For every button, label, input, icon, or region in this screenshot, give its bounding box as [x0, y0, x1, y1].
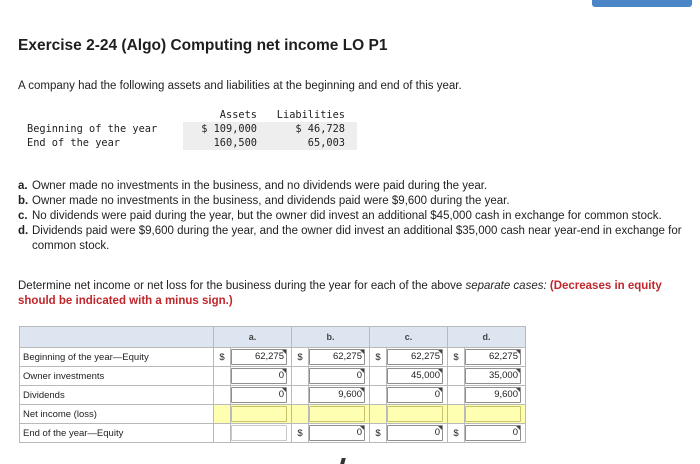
dollar-sign — [214, 386, 231, 405]
answer-input[interactable] — [387, 425, 443, 441]
answer-value: 0 — [278, 389, 284, 400]
grid-cell — [465, 424, 526, 443]
column-header-d: d. — [448, 327, 526, 348]
answer-value: 9,600 — [338, 389, 362, 400]
answer-grid — [19, 326, 526, 443]
cell-marker-icon — [438, 369, 442, 373]
dollar-sign — [214, 424, 231, 443]
column-header-a: a. — [214, 327, 292, 348]
given-liabilities-value: 65,003 — [261, 136, 357, 150]
grid-cell — [387, 348, 448, 367]
answer-input[interactable] — [465, 425, 521, 441]
grid-cell — [387, 386, 448, 405]
dollar-sign — [214, 405, 231, 424]
grid-cell — [465, 367, 526, 386]
grid-cell — [309, 386, 370, 405]
answer-input[interactable] — [231, 425, 287, 441]
cell-marker-icon — [438, 388, 442, 392]
answer-input[interactable] — [465, 406, 521, 422]
dollar-sign: $ — [448, 424, 465, 443]
grid-row — [20, 424, 526, 443]
grid-row-label: Net income (loss) — [20, 405, 214, 424]
grid-row-label: End of the year—Equity — [20, 424, 214, 443]
grid-row — [20, 405, 526, 424]
given-assets-value: 160,500 — [183, 136, 261, 150]
dollar-sign — [370, 386, 387, 405]
answer-input[interactable] — [387, 349, 443, 365]
answer-input[interactable] — [309, 349, 365, 365]
dollar-sign — [214, 367, 231, 386]
answer-input[interactable] — [309, 425, 365, 441]
given-row-label: End of the year — [17, 136, 183, 150]
cell-marker-icon — [516, 350, 520, 354]
answer-input[interactable] — [309, 368, 365, 384]
answer-input[interactable] — [465, 349, 521, 365]
dollar-sign — [448, 367, 465, 386]
cell-marker-icon — [516, 388, 520, 392]
dollar-sign — [292, 386, 309, 405]
grid-cell — [231, 386, 292, 405]
answer-value: 62,275 — [410, 351, 440, 362]
cell-marker-icon — [438, 426, 442, 430]
case-item: a. Owner made no investments in the business, and no dividends were paid during the year. — [18, 180, 488, 192]
answer-input[interactable] — [387, 368, 443, 384]
cell-marker-icon — [516, 426, 520, 430]
grid-row — [20, 386, 526, 405]
exercise-title: Exercise 2-24 (Algo) Computing net income LO P1 — [18, 37, 388, 54]
answer-value: 62,275 — [254, 351, 284, 362]
answer-value: 0 — [278, 370, 284, 381]
case-item: d. Dividends paid were $9,600 during the year, and the owner did invest an additional $35,000 cash near year-end in exchange for common stock. — [18, 225, 682, 252]
dollar-sign — [292, 405, 309, 424]
grid-cell — [387, 367, 448, 386]
answer-input[interactable] — [231, 349, 287, 365]
cell-marker-icon — [282, 369, 286, 373]
case-list — [18, 179, 683, 254]
answer-input[interactable] — [387, 406, 443, 422]
dollar-sign — [448, 405, 465, 424]
grid-cell — [231, 367, 292, 386]
cell-marker-icon — [282, 388, 286, 392]
column-header-b: b. — [292, 327, 370, 348]
grid-cell — [465, 386, 526, 405]
case-item: b. Owner made no investments in the business, and dividends paid were $9,600 during the year. — [18, 195, 510, 207]
answer-value: 0 — [434, 389, 440, 400]
grid-cell — [309, 367, 370, 386]
grid-cell — [309, 424, 370, 443]
answer-input[interactable] — [231, 368, 287, 384]
answer-input[interactable] — [231, 406, 287, 422]
grid-cell — [231, 405, 292, 424]
grid-cell — [309, 348, 370, 367]
answer-value: 62,275 — [332, 351, 362, 362]
answer-input[interactable] — [309, 387, 365, 403]
answer-value: 0 — [356, 427, 362, 438]
cell-marker-icon — [516, 369, 520, 373]
grid-cell — [465, 405, 526, 424]
dollar-sign — [448, 386, 465, 405]
cell-marker-icon — [360, 350, 364, 354]
grid-cell — [387, 424, 448, 443]
given-liabilities-value: $ 46,728 — [261, 122, 357, 136]
grid-row-label: Owner investments — [20, 367, 214, 386]
grid-row-label: Dividends — [20, 386, 214, 405]
top-action-button[interactable] — [592, 0, 692, 7]
instruction-note: (Decreases in equity should be indicated with a minus sign.) — [18, 280, 662, 307]
given-assets-value: $ 109,000 — [183, 122, 261, 136]
mouse-cursor-icon — [340, 458, 346, 464]
answer-input[interactable] — [231, 387, 287, 403]
dollar-sign: $ — [214, 348, 231, 367]
dollar-sign: $ — [448, 348, 465, 367]
dollar-sign — [370, 367, 387, 386]
dollar-sign: $ — [292, 348, 309, 367]
answer-value: 0 — [512, 427, 518, 438]
grid-row-label: Beginning of the year—Equity — [20, 348, 214, 367]
dollar-sign — [370, 405, 387, 424]
answer-input[interactable] — [309, 406, 365, 422]
instructions: Determine net income or net loss for the business during the year for each of the above separate cases: (Decreases in equity should be indicated with a minus sign.) — [18, 280, 662, 307]
intro-text: A company had the following assets and liabilities at the beginning and end of this year. — [18, 80, 462, 92]
grid-cell — [309, 405, 370, 424]
answer-input[interactable] — [465, 368, 521, 384]
cell-marker-icon — [360, 388, 364, 392]
given-data-table — [17, 108, 357, 150]
cell-marker-icon — [438, 350, 442, 354]
cell-marker-icon — [360, 369, 364, 373]
dollar-sign — [292, 367, 309, 386]
case-item: c. No dividends were paid during the year, but the owner did invest an additional $45,000 cash in exchange for common stock. — [18, 210, 662, 222]
answer-value: 9,600 — [494, 389, 518, 400]
dollar-sign: $ — [292, 424, 309, 443]
grid-row — [20, 367, 526, 386]
grid-cell — [231, 348, 292, 367]
grid-cell — [231, 424, 292, 443]
answer-input[interactable] — [387, 387, 443, 403]
answer-value: 0 — [356, 370, 362, 381]
cell-marker-icon — [282, 350, 286, 354]
grid-cell — [387, 405, 448, 424]
answer-value: 45,000 — [410, 370, 440, 381]
answer-input[interactable] — [465, 387, 521, 403]
assets-header: Assets — [183, 108, 261, 122]
given-row-label: Beginning of the year — [17, 122, 183, 136]
dollar-sign: $ — [370, 424, 387, 443]
answer-value: 0 — [434, 427, 440, 438]
column-header-c: c. — [370, 327, 448, 348]
cell-marker-icon — [360, 426, 364, 430]
grid-row — [20, 348, 526, 367]
answer-value: 62,275 — [488, 351, 518, 362]
answer-value: 35,000 — [488, 370, 518, 381]
dollar-sign: $ — [370, 348, 387, 367]
liabilities-header: Liabilities — [261, 108, 357, 122]
grid-cell — [465, 348, 526, 367]
